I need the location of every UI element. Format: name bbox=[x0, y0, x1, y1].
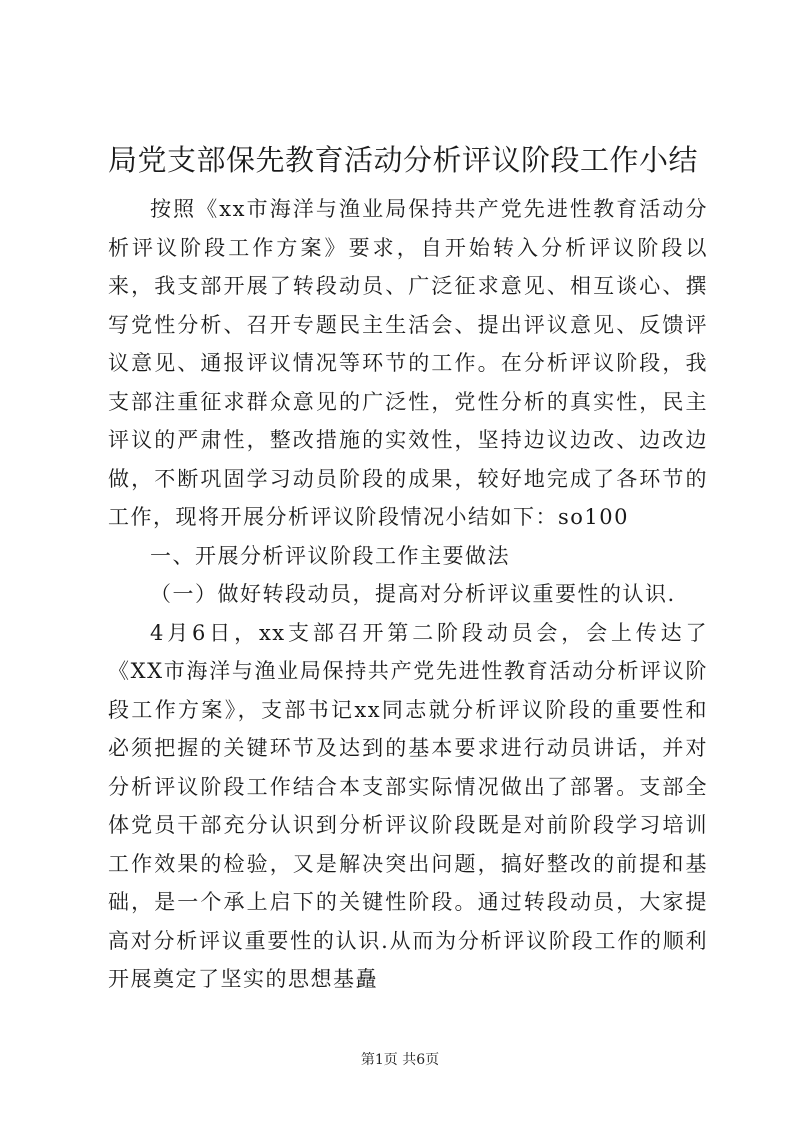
section-heading-1: 一、开展分析评议阶段工作主要做法 bbox=[150, 543, 510, 568]
intro-paragraph: 按照《xx市海洋与渔业局保持共产党先进性教育活动分析评议阶段工作方案》要求，自开始转入分析评议阶段以来，我支部开展了转段动员、广泛征求意见、相互谈心、撰写党性分析、召开专题民主生活会、提出评议意见、反馈评议意见、通报评议情况等环节的工作。在分析评议阶段，我支部注重征求群众意见的广泛性，党性分析的真实性，民主评议的严肃性，整改措施的实效性，坚持边议边改、边改边做，不断巩固学习动员阶段的成果，较好地完成了各环节的工作，现将开展分析评议阶段情况小结如下：so100 bbox=[108, 197, 708, 529]
subsection-heading-1: （一）做好转段动员，提高对分析评议重要性的认识. bbox=[150, 582, 676, 606]
body-paragraph-1: 4月6日，xx支部召开第二阶段动员会，会上传达了《XX市海洋与渔业局保持共产党先进性教育活动分析评议阶段工作方案》，支部书记xx同志就分析评议阶段的重要性和必须把握的关键环节及达到的基本要求进行动员讲话，并对分析评议阶段工作结合本支部实际情况做出了部署。支部全体党员干部充分认识到分析评议阶段既是对前阶段学习培训工作效果的检验，又是解决突出问题，搞好整改的前提和基础，是一个承上启下的关键性阶段。通过转段动员，大家提高对分析评议重要性的认识.从而为分析评议阶段工作的顺利开展奠定了坚实的思想基矗 bbox=[108, 620, 708, 991]
document-title: 局党支部保先教育活动分析评议阶段工作小结 bbox=[108, 143, 699, 177]
document-body bbox=[108, 190, 708, 999]
page-footer: 第1页 共6页 bbox=[360, 1052, 440, 1068]
